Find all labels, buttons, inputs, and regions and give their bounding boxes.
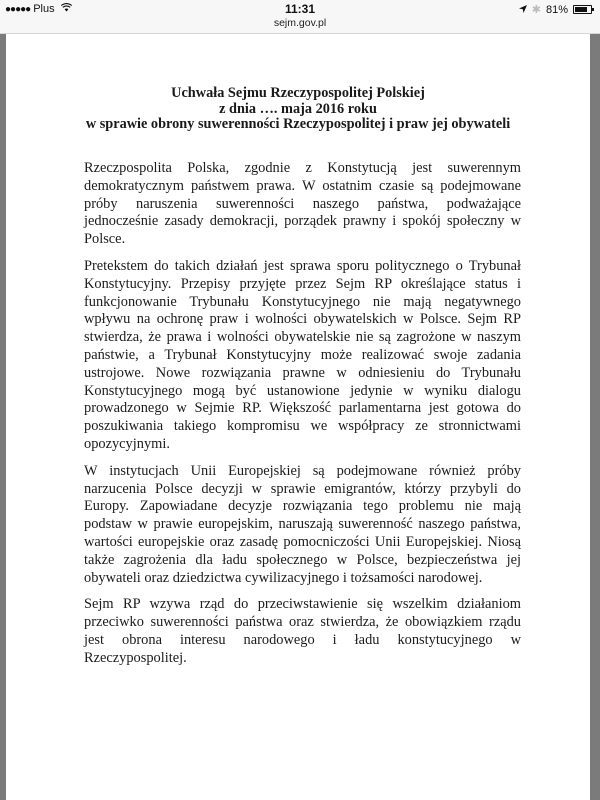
system-indicators (519, 3, 592, 16)
signal-strength-icon: ●●●●● (5, 3, 31, 15)
title-line: z dnia …. maja 2016 roku (219, 100, 377, 117)
paragraph: Pretekstem do takich działań jest sprawa sporu politycznego o Trybunał Konstytucyjny. Przepisy przyjęte przez Sejm RP określające status i funkcjonowanie Trybunału Konstytucyjnego nie mają negatywnego wpływu na ochronę praw i wolności obywatelskich w Polsce. Sejm RP stwierdza, że prawa i wolności obywatelskie nie są zagrożone w naszym państwie, a Trybunał Konstytucyjny może realizować swoje zadania ustrojowe. Nowe rozwiązania prawne w odniesieniu do Trybunału Konstytucyjnego mogą być ustanowione jedynie w wyniku dialogu prowadzonego w Sejmie RP. Większość parlamentarna jest gotowa do poszukiwania takiego kompromisu we współpracy ze stronnictwami opozycyjnymi. (84, 257, 521, 452)
carrier-name: Plus (33, 3, 55, 15)
document-page (6, 34, 590, 800)
address-bar[interactable]: sejm.gov.pl (273, 17, 327, 29)
title-line: Uchwała Sejmu Rzeczypospolitej Polskiej (171, 85, 425, 101)
battery-fill (575, 7, 587, 12)
paragraph: Sejm RP wzywa rząd do przeciwstawienie się wszelkim działaniom przeciwko suwerenności państwa oraz stwierdza, że obowiązkiem rządu jest obrona interesu narodowego i ładu konstytucyjnego w Rzeczypospolitej. (84, 596, 521, 666)
document-body (84, 160, 521, 677)
paragraph: Rzeczpospolita Polska, zgodnie z Konstytucją jest suwerennym demokratycznym państwem prawa. W ostatnim czasie są podejmowane próby naruszenia suwerenności naszego państwa, podważające jednocześnie zasady demokracji, porządek prawny i spokój społeczny w Polsce. (84, 160, 521, 248)
bluetooth-icon: ✱ (531, 4, 541, 16)
paragraph: W instytucjach Unii Europejskiej są podejmowane również próby narzucenia Polsce decyzji w sprawie emigrantów, którzy przybyli do Europy. Zapowiadane decyzje rozwiązania tego problemu nie mają podstaw w prawie europejskim, naruszają suwerenność naszego państwa, wartości europejskie oraz zasadę pomocniczości Unii Europejskiej. Niosą także zagrożenia dla ładu społecznego w Polsce, bezpieczeństwa jej obywateli oraz dziedzictwa cywilizacyjnego i tożsamości narodowej. (84, 462, 521, 586)
battery-percent: 81% (545, 3, 568, 16)
clock: 11:31 (284, 2, 316, 16)
battery-icon (573, 5, 592, 14)
document-title (6, 86, 590, 133)
location-arrow-icon (519, 4, 527, 16)
status-bar (0, 0, 600, 34)
title-line: w sprawie obrony suwerenności Rzeczypospolitej i praw jej obywateli (85, 116, 511, 132)
